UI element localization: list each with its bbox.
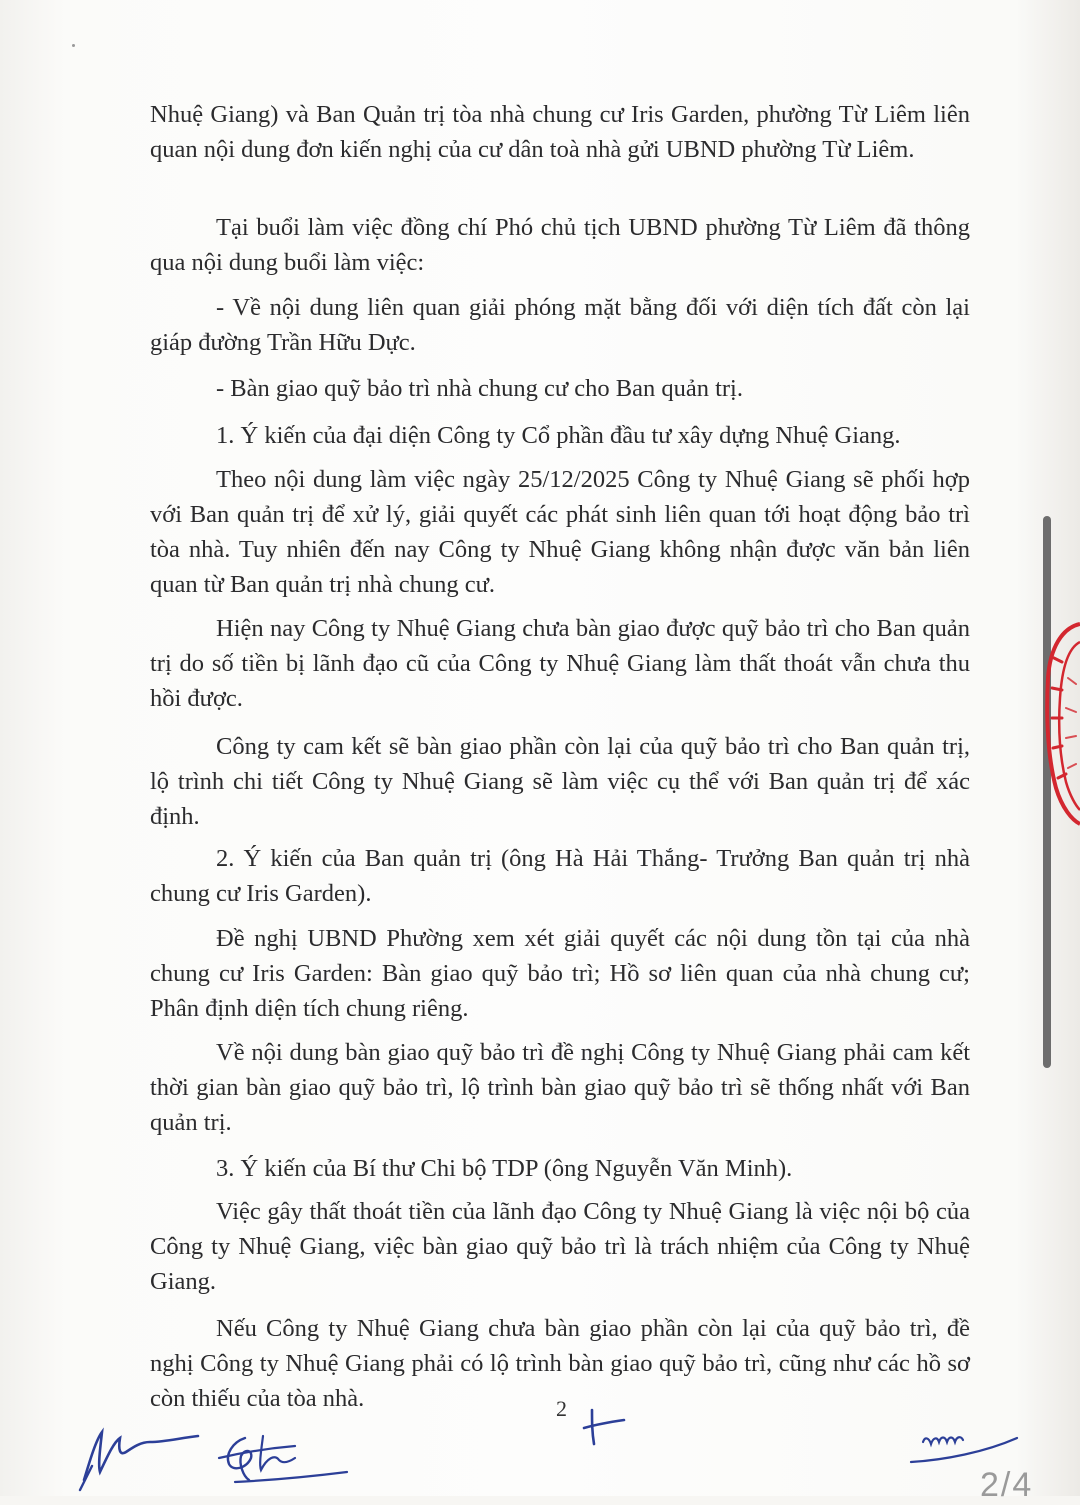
heading-opinion-board: 2. Ý kiến của Ban quản trị (ông Hà Hải Thắng- Trưởng Ban quản trị nhà chung cư Iris Garden). (150, 845, 970, 907)
paragraph-intro-continuation: Nhuệ Giang) và Ban Quản trị tòa nhà chung cư Iris Garden, phường Từ Liêm liên quan nội dung đơn kiến nghị của cư dân toà nhà gửi UBND phường Từ Liêm. (150, 101, 970, 163)
scan-speck (72, 44, 75, 47)
page-number: 2 (556, 1396, 567, 1421)
paragraph-company-status: Hiện nay Công ty Nhuệ Giang chưa bàn giao được quỹ bảo trì cho Ban quản trị do số tiền bị lãnh đạo cũ của Công ty Nhuệ Giang làm thất thoát vẫn chưa thu hồi được. (150, 615, 970, 712)
page-counter: 2/4 (980, 1466, 1034, 1504)
paragraph-land-clearance: - Về nội dung liên quan giải phóng mặt bằng đối với diện tích đất còn lại giáp đường Trần Hữu Dực. (150, 294, 970, 356)
heading-opinion-company: 1. Ý kiến của đại diện Công ty Cổ phần đầu tư xây dựng Nhuệ Giang. (216, 422, 901, 449)
red-seal-stamp (1040, 618, 1080, 828)
paragraph-maintenance-fund: - Bàn giao quỹ bảo trì nhà chung cư cho Ban quản trị. (216, 375, 743, 402)
signature-1 (70, 1420, 220, 1492)
signature-2 (205, 1428, 355, 1488)
initial-mark (580, 1402, 630, 1448)
heading-opinion-party-secretary: 3. Ý kiến của Bí thư Chi bộ TDP (ông Nguyễn Văn Minh). (216, 1155, 793, 1182)
paragraph-secretary-request: Nếu Công ty Nhuệ Giang chưa bàn giao phần còn lại của quỹ bảo trì, đề nghị Công ty Nhuệ Giang phải có lộ trình bàn giao quỹ bảo trì, cũng như các hồ sơ còn thiếu của tòa nhà. (150, 1315, 970, 1412)
paragraph-secretary-statement: Việc gây thất thoát tiền của lãnh đạo Công ty Nhuệ Giang là việc nội bộ của Công ty Nhuệ Giang, việc bàn giao quỹ bảo trì là trách nhiệm của Công ty Nhuệ Giang. (150, 1198, 970, 1295)
paragraph-board-commitment: Về nội dung bàn giao quỹ bảo trì đề nghị Công ty Nhuệ Giang phải cam kết thời gian bàn giao quỹ bảo trì, lộ trình bàn giao quỹ bảo trì sẽ thống nhất với Ban quản trị. (150, 1039, 970, 1136)
paragraph-board-request: Đề nghị UBND Phường xem xét giải quyết các nội dung tồn tại của nhà chung cư Iris Garden: Bàn giao quỹ bảo trì; Hồ sơ liên quan của nhà chung cư; Phân định diện tích chung riêng. (150, 925, 970, 1022)
paragraph-meeting-summary: Tại buổi làm việc đồng chí Phó chủ tịch UBND phường Từ Liêm đã thông qua nội dung buổi làm việc: (150, 214, 970, 276)
paragraph-company-commitment: Công ty cam kết sẽ bàn giao phần còn lại của quỹ bảo trì cho Ban quản trị, lộ trình chi tiết Công ty Nhuệ Giang sẽ làm việc cụ thể với Ban quản trị để xác định. (150, 733, 970, 830)
paragraph-company-meeting: Theo nội dung làm việc ngày 25/12/2025 Công ty Nhuệ Giang sẽ phối hợp với Ban quản trị để xử lý, giải quyết các phát sinh liên quan tới hoạt động bảo trì tòa nhà. Tuy nhiên đến nay Công ty Nhuệ Giang không nhận được văn bản liên quan từ Ban quản trị nhà chung cư. (150, 466, 970, 598)
